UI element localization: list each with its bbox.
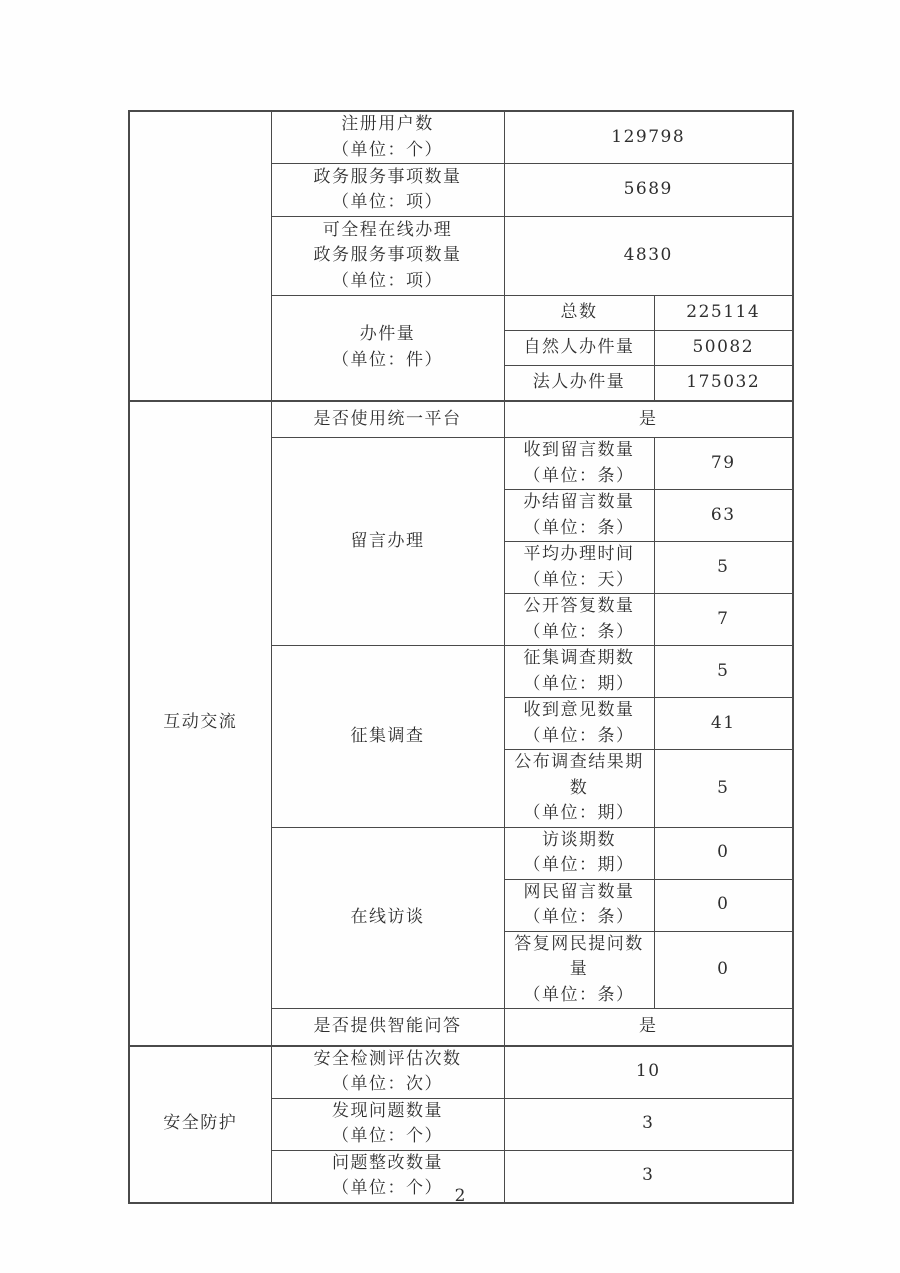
value-case-natural-person: 50082: [654, 331, 793, 366]
group-online-interview-cell: 在线访谈: [271, 827, 504, 1009]
metric-unit: （单位：条）: [523, 465, 635, 486]
metric-label: 政务服务事项数量: [313, 245, 462, 266]
metric-label: 安全检测评估次数: [313, 1048, 462, 1069]
metric-label: 公布调查结果期数: [514, 752, 644, 798]
metric-label: 办结留言数量: [523, 492, 635, 512]
submetric-netizen-messages-cell: [504, 879, 654, 931]
value-problems-rectified: 3: [504, 1150, 793, 1203]
metric-unit: （单位：期）: [523, 803, 635, 823]
annual-report-table: [128, 110, 794, 1204]
submetric-messages-received-cell: [504, 438, 654, 490]
value-average-handling-time: 5: [654, 542, 793, 594]
value-case-total: 225114: [654, 296, 793, 331]
category-cell-empty: [129, 111, 271, 401]
metric-unit: （单位：个）: [332, 139, 443, 160]
value-messages-resolved: 63: [654, 490, 793, 542]
metric-case-volume-cell: [271, 296, 504, 401]
submetric-netizen-questions-answered-cell: [504, 931, 654, 1009]
metric-label: 办件量: [359, 324, 416, 345]
value-public-replies: 7: [654, 594, 793, 646]
metric-smart-qa-cell: 是否提供智能问答: [271, 1009, 504, 1046]
submetric-legal-person-cell: 法人办件量: [504, 366, 654, 401]
metric-online-service-items-cell: [271, 217, 504, 296]
metric-label: 收到意见数量: [523, 700, 635, 720]
metric-label: 访谈期数: [542, 829, 616, 850]
metric-unit: （单位：条）: [523, 517, 635, 538]
value-netizen-messages: 0: [654, 879, 793, 931]
value-interview-periods: 0: [654, 827, 793, 879]
metric-unit: （单位：期）: [523, 855, 635, 875]
metric-unit: （单位：个）: [332, 1126, 443, 1146]
submetric-total-cell: 总数: [504, 296, 654, 331]
submetric-natural-person-cell: 自然人办件量: [504, 331, 654, 366]
metric-unit: （单位：天）: [523, 569, 635, 590]
metric-label: 收到留言数量: [523, 440, 635, 460]
submetric-survey-results-published-cell: [504, 750, 654, 828]
value-service-items: 5689: [504, 164, 793, 217]
metric-unit: （单位：次）: [332, 1074, 443, 1094]
group-message-handling-cell: 留言办理: [271, 438, 504, 646]
value-problems-found: 3: [504, 1098, 793, 1150]
value-messages-received: 79: [654, 438, 793, 490]
submetric-messages-resolved-cell: [504, 490, 654, 542]
metric-unit: （单位：条）: [523, 621, 635, 642]
value-survey-periods: 5: [654, 646, 793, 698]
metric-unit: （单位：项）: [332, 192, 443, 212]
value-opinions-received: 41: [654, 698, 793, 750]
metric-unit: （单位：条）: [523, 725, 635, 746]
metric-unit: （单位：个）: [332, 1178, 443, 1198]
submetric-interview-periods-cell: [504, 827, 654, 879]
value-netizen-questions-answered: 0: [654, 931, 793, 1009]
metric-label: 政务服务事项数量: [313, 166, 462, 187]
submetric-survey-periods-cell: [504, 646, 654, 698]
value-online-service-items: 4830: [504, 217, 793, 296]
metric-unit: （单位：件）: [332, 349, 443, 370]
metric-registered-users-cell: [271, 111, 504, 164]
metric-service-items-cell: [271, 164, 504, 217]
group-survey-collection-cell: 征集调查: [271, 646, 504, 828]
metric-label: 可全程在线办理: [322, 219, 453, 240]
metric-unit: （单位：期）: [523, 673, 635, 694]
value-survey-results-published: 5: [654, 750, 793, 828]
metric-security-assessments-cell: [271, 1046, 504, 1099]
metric-label: 答复网民提问数量: [514, 933, 644, 979]
submetric-average-handling-time-cell: [504, 542, 654, 594]
metric-label: 征集调查期数: [523, 648, 635, 668]
metric-label: 注册用户数: [341, 114, 434, 134]
metric-unit: （单位：项）: [332, 270, 443, 291]
metric-unified-platform-cell: 是否使用统一平台: [271, 401, 504, 438]
page-number: 2: [454, 1186, 466, 1206]
value-smart-qa: 是: [504, 1009, 793, 1046]
submetric-public-replies-cell: [504, 594, 654, 646]
metric-label: 问题整改数量: [332, 1152, 443, 1173]
metric-label: 网民留言数量: [523, 881, 635, 902]
metric-unit: （单位：条）: [523, 984, 635, 1005]
category-cell-interaction: 互动交流: [129, 401, 271, 1046]
value-registered-users: 129798: [504, 111, 793, 164]
submetric-opinions-received-cell: [504, 698, 654, 750]
value-case-legal-person: 175032: [654, 366, 793, 401]
value-unified-platform: 是: [504, 401, 793, 438]
metric-label: 发现问题数量: [332, 1100, 443, 1121]
category-cell-security: 安全防护: [129, 1046, 271, 1203]
metric-label: 平均办理时间: [523, 544, 635, 564]
metric-unit: （单位：条）: [523, 907, 635, 927]
metric-problems-found-cell: [271, 1098, 504, 1150]
metric-label: 公开答复数量: [523, 596, 635, 616]
value-security-assessments: 10: [504, 1046, 793, 1099]
